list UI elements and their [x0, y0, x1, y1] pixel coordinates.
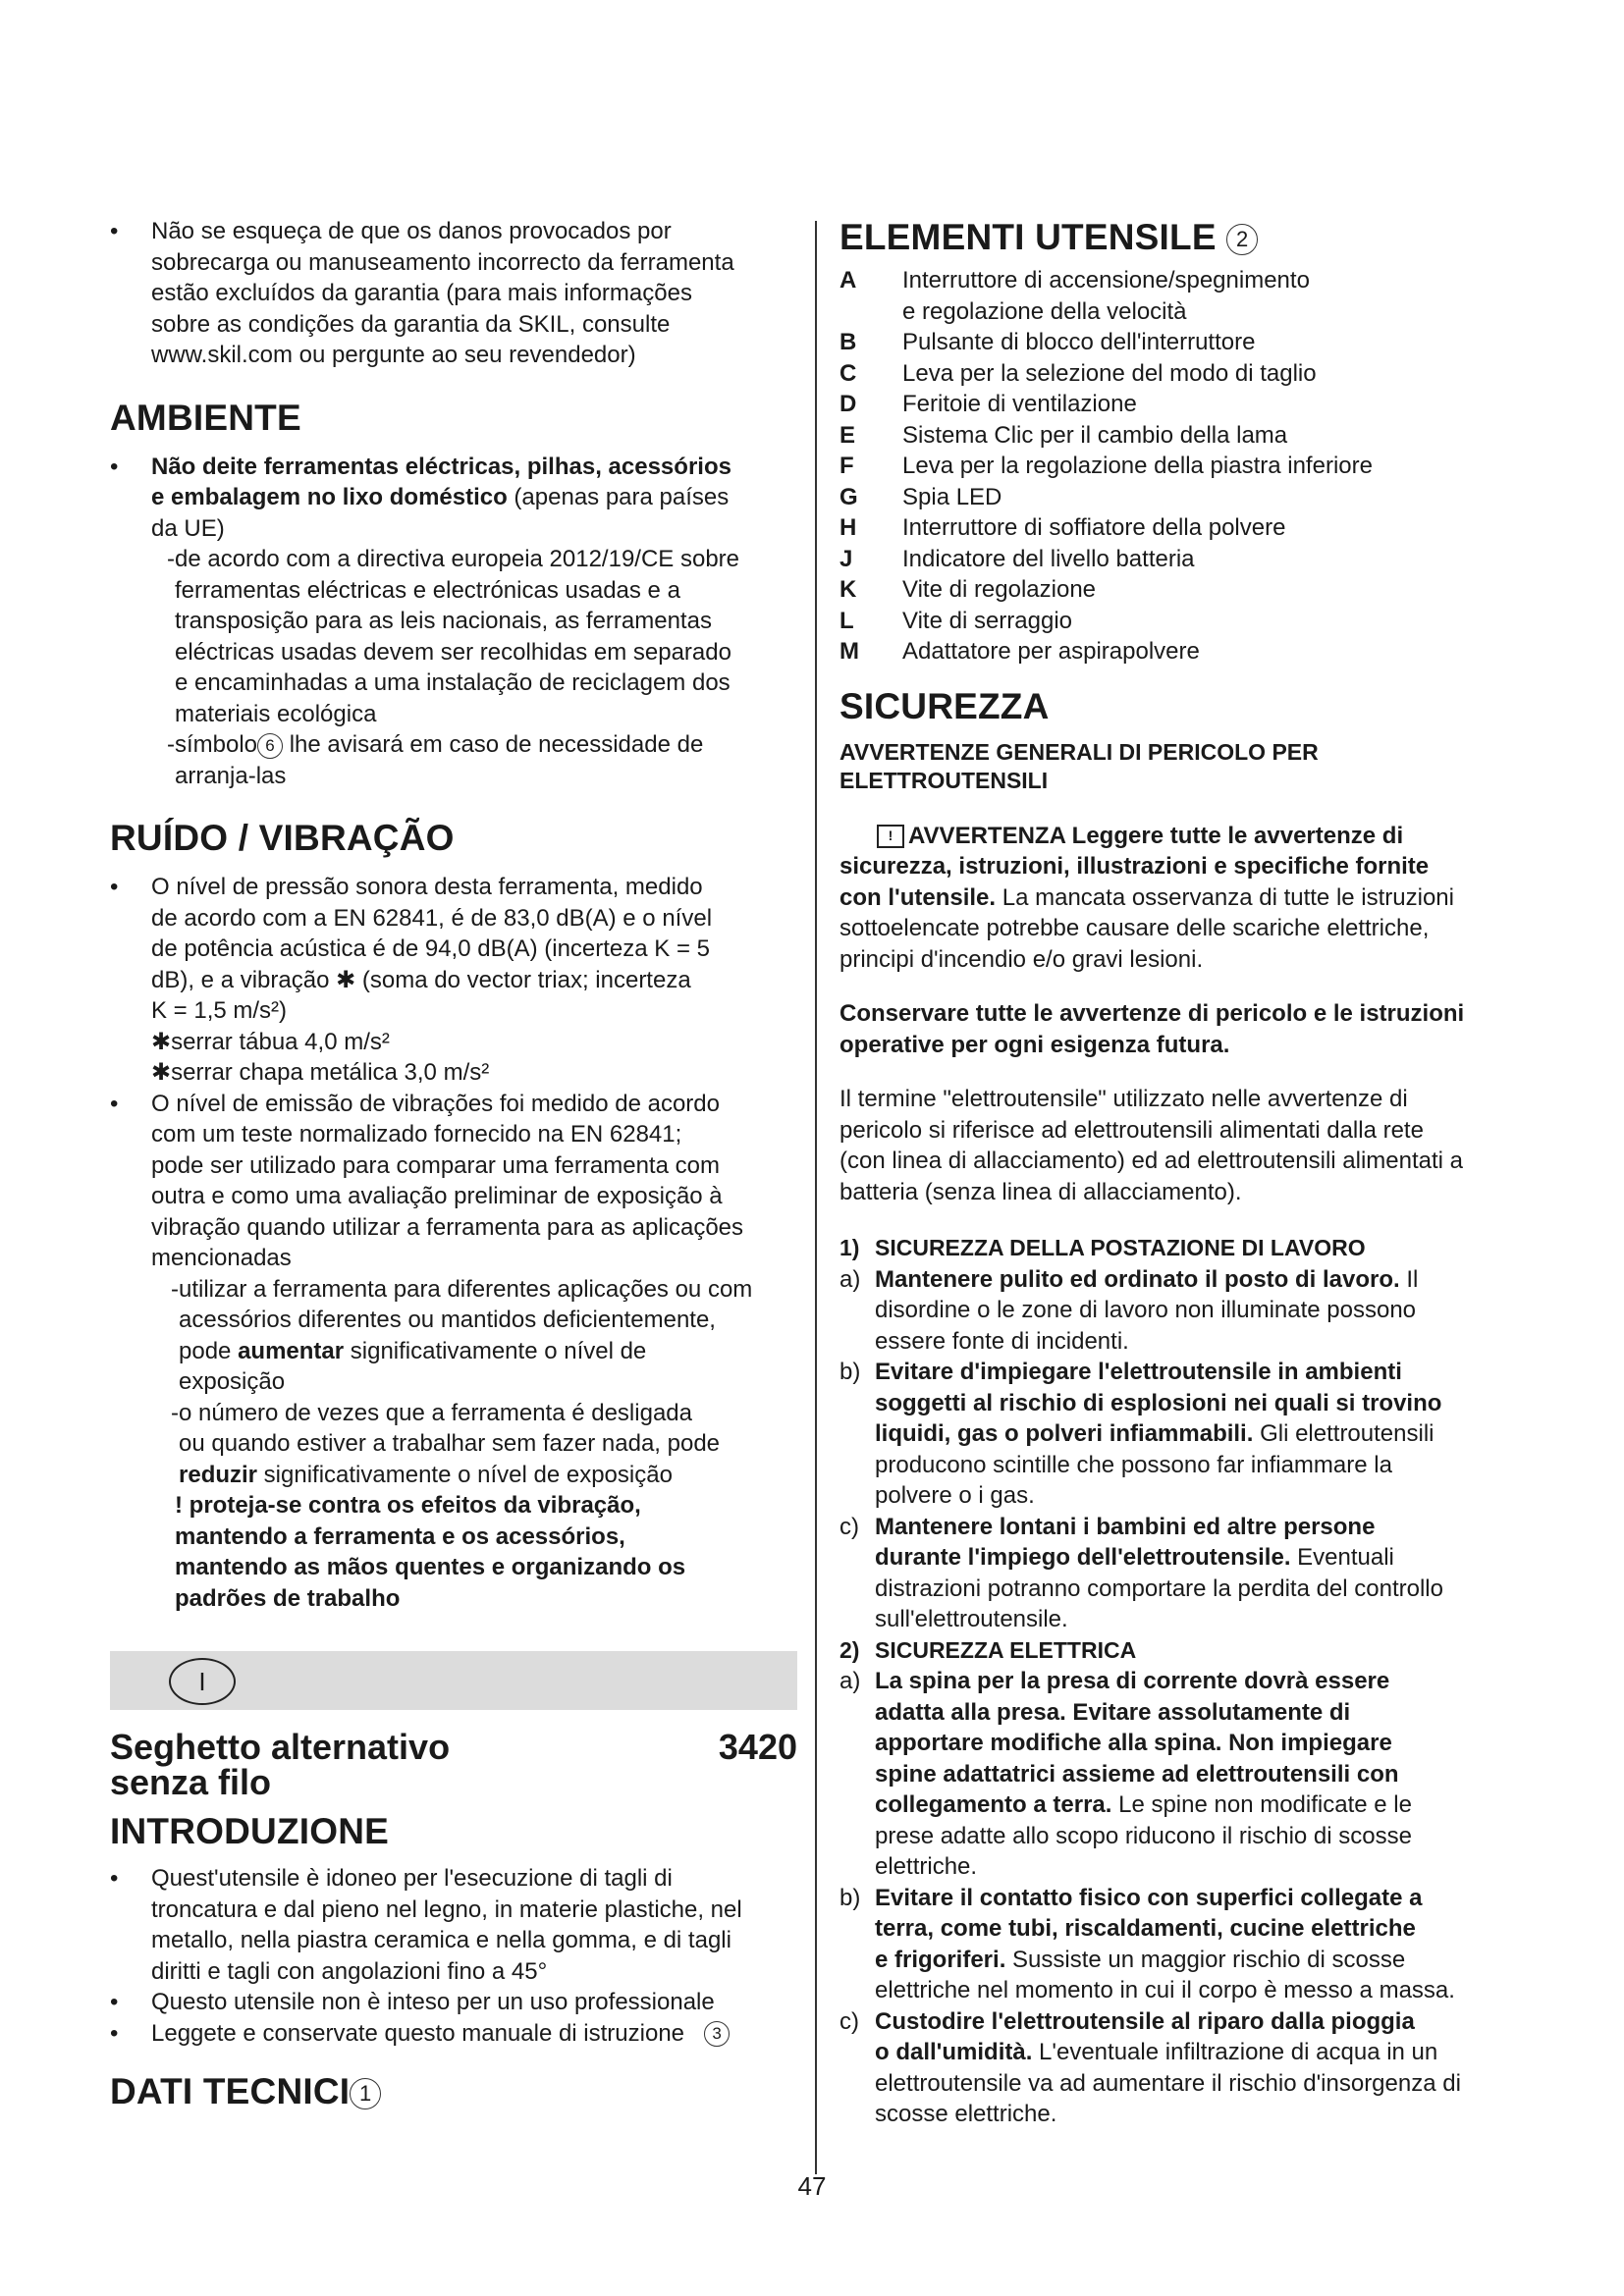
text-line: soggetti al rischio di esplosioni nei quali si trovino: [875, 1389, 1442, 1416]
section-1b: b) Evitare d'impiegare l'elettroutensile in ambienti soggetti al rischio di esplosioni nei quali si trovino liquidi, gas o polveri infiammabili. Gli elettroutensili producono scintille che possono far infiammare la polvere o i gas.: [839, 1357, 1527, 1512]
ruido-sub-2: -o número de vezes que a ferramenta é desligada ou quando estiver a trabalhar sem fazer nada, pode reduzir significativamente o nível de exposição: [171, 1399, 721, 1488]
elementi-label: Leva per la selezione del modo di taglio: [902, 359, 1317, 387]
conservare-paragraph: [839, 998, 1527, 1060]
ruido-warning: [110, 1490, 797, 1614]
right-column: [839, 216, 1527, 2130]
text-line: producono scintille che possono far infiammare la: [875, 1451, 1392, 1478]
ruido-sub-1: -utilizar a ferramenta para diferentes aplicações ou com acessórios diferentes ou mantidos deficientemente, pode aumentar significativamente o nível de exposição: [171, 1275, 753, 1395]
elementi-label: Indicatore del livello batteria: [902, 545, 1195, 572]
left-column: [110, 216, 797, 2113]
text-line: Evitare d'impiegare l'elettroutensile in ambienti: [875, 1359, 1402, 1385]
elementi-key: L: [839, 607, 854, 634]
text-line: materiais ecológica: [175, 700, 377, 727]
text-line: • O nível de emissão de vibrações foi medido de acordo: [151, 1090, 720, 1117]
elementi-item: [839, 574, 1527, 606]
text-line: pode ser utilizado para comparar uma ferramenta com: [151, 1151, 720, 1179]
text-line: • Quest'utensile è idoneo per l'esecuzione di tagli di: [151, 1865, 673, 1892]
elementi-item: [839, 265, 1527, 296]
elementi-key: E: [839, 421, 856, 449]
elementi-key: A: [839, 267, 857, 294]
text-line: disordine o le zone di lavoro non illuminate possono: [875, 1297, 1417, 1323]
text-line: elettriche.: [875, 1853, 978, 1880]
text-line: e encaminhadas a uma instalação de reciclagem dos: [175, 669, 731, 696]
warning-triangle-icon: !: [877, 825, 904, 848]
elementi-item: [839, 358, 1527, 390]
elementi-key: H: [839, 514, 857, 541]
section-1-heading: 1) SICUREZZA DELLA POSTAZIONE DI LAVORO: [839, 1235, 1366, 1260]
elementi-item: [839, 636, 1527, 667]
sicurezza-heading: SICUREZZA: [839, 685, 1050, 726]
text-line: (con linea di allacciamento) ed ad elettroutensili alimentati a: [839, 1148, 1464, 1174]
elementi-key: F: [839, 453, 854, 479]
warranty-bullet: • Não se esqueça de que os danos provocados por sobrecarga ou manuseamento incorrecto da ferramenta estão excluídos da garantia (para mais informações sobre as condições da garantia da SKIL, consulte www.skil.com ou pergunte ao seu revendedor): [110, 216, 797, 371]
text-line: outra e como uma avaliação preliminar de exposição à: [151, 1183, 723, 1209]
text-line: polvere o i gas.: [875, 1482, 1035, 1509]
text-line: scosse elettriche.: [875, 2101, 1057, 2127]
section-2c: c) Custodire l'elettroutensile al riparo dalla pioggia o dall'umidità. L'eventuale infiltrazione di acqua in un elettroutensile va ad aumentare il rischio d'insorgenza di scosse elettriche.: [839, 2006, 1527, 2130]
text-line: troncatura e dal pieno nel legno, in materie plastiche, nel: [151, 1896, 742, 1923]
elementi-key: B: [839, 329, 857, 355]
elementi-label: Leva per la regolazione della piastra inferiore: [902, 453, 1373, 479]
section-1c: c) Mantenere lontani i bambini ed altre persone durante l'impiego dell'elettroutensile. Eventuali distrazioni potranno comportare la perdita del controllo sull'elettroutensile.: [839, 1512, 1527, 1635]
text-line: elettriche nel momento in cui il corpo è messo a massa.: [875, 1977, 1455, 2003]
section-1a: a) Mantenere pulito ed ordinato il posto di lavoro. Il disordine o le zone di lavoro non illuminate possono essere fonte di incidenti.: [839, 1264, 1527, 1358]
elementi-key: K: [839, 576, 857, 603]
text-line: Evitare il contatto fisico con superfici collegate a: [875, 1884, 1423, 1911]
elementi-label: Interruttore di accensione/spegnimento: [902, 267, 1310, 294]
text-line: AVVERTENZE GENERALI DI PERICOLO PER: [839, 738, 1319, 765]
product-title-line2: senza filo: [110, 1762, 272, 1802]
introduzione-heading: INTRODUZIONE: [110, 1811, 390, 1851]
elementi-label: Interruttore di soffiatore della polvere: [902, 514, 1286, 541]
text-line: K = 1,5 m/s²): [151, 997, 288, 1024]
text-line: eléctricas usadas devem ser recolhidas em separado: [175, 638, 731, 666]
elementi-heading: ELEMENTI UTENSILE 2: [839, 216, 1527, 259]
elementi-list: [839, 265, 1527, 667]
text-line: mencionadas: [151, 1245, 292, 1271]
section-2-heading: 2) SICUREZZA ELETTRICA: [839, 1636, 1137, 1663]
text-line: transposição para as leis nacionais, as ferramentas: [175, 608, 712, 634]
ruido-bullet-1: [110, 872, 797, 1027]
page-number: 47: [797, 2171, 827, 2201]
text-line: spine adattatrici assieme ad elettroutensili con: [875, 1760, 1399, 1788]
elementi-label: Feritoie di ventilazione: [902, 391, 1137, 417]
elementi-item: [839, 420, 1527, 452]
text-line: La spina per la presa di corrente dovrà essere: [875, 1668, 1390, 1694]
text-line: sottoelencate potrebbe causare delle scariche elettriche,: [839, 915, 1430, 941]
text-line: sobre as condições da garantia da SKIL, consulte: [151, 310, 671, 338]
text-line: padrões de trabalho: [175, 1584, 401, 1612]
text-line: batteria (senza linea di allacciamento).: [839, 1178, 1242, 1205]
elementi-key: D: [839, 391, 857, 417]
section-2a: a) La spina per la presa di corrente dovrà essere adatta alla presa. Evitare assolutamente di apportare modifiche alla spina. Non impiegare spine adattatrici assieme ad elettroutensili con collegamento a terra. Le spine non modificate e le prese adatte allo scopo riducono il rischio di scosse elettriche.: [839, 1666, 1527, 1883]
text-line: de potência acústica é de 94,0 dB(A) (incerteza K = 5: [151, 935, 711, 962]
ruido-star-values: ✱serrar tábua 4,0 m/s² ✱serrar chapa metálica 3,0 m/s²: [151, 1028, 490, 1086]
text-line: Il termine "elettroutensile" utilizzato nelle avvertenze di: [839, 1086, 1408, 1112]
language-band: [110, 1651, 797, 1710]
text-line: elettroutensile va ad aumentare il rischio d'insorgenza di: [875, 2069, 1461, 2097]
symbol-6-icon: 6: [257, 733, 283, 759]
text-line: ! proteja-se contra os efeitos da vibração,: [175, 1492, 641, 1519]
intro-bullet-2: • Questo utensile non è inteso per un uso professionale: [110, 1987, 797, 2018]
language-marker: I: [169, 1658, 236, 1705]
text-line: apportare modifiche alla spina. Non impiegare: [875, 1730, 1392, 1756]
ambiente-sub-1: [110, 544, 797, 729]
text-line: adatta alla presa. Evitare assolutamente di: [875, 1698, 1351, 1726]
ambiente-heading: AMBIENTE: [110, 397, 301, 438]
text-line: Conservare tutte le avvertenze di pericolo e le istruzioni: [839, 1000, 1465, 1027]
elementi-item: [839, 327, 1527, 358]
intro-bullet-1: [110, 1863, 797, 1987]
avvertenze-generali-heading: [839, 738, 1527, 795]
elementi-label: Vite di serraggio: [902, 607, 1072, 634]
text-line: pericolo si riferisce ad elettroutensili alimentati dalla rete: [839, 1116, 1424, 1144]
symbol-3-icon: 3: [704, 2021, 730, 2047]
elementi-label: Adattatore per aspirapolvere: [902, 638, 1200, 665]
text-line: sobrecarga ou manuseamento incorrecto da ferramenta: [151, 248, 734, 276]
intro-bullet-3: • Leggete e conservate questo manuale di istruzione 3: [110, 2018, 797, 2050]
avvertenza-paragraph: ! AVVERTENZA Leggere tutte le avvertenze di sicurezza, istruzioni, illustrazioni e specifiche fornite con l'utensile. La mancata osservanza di tutte le istruzioni sottoelencate potrebbe causare delle scariche elettriche, principi d'incendio e/o gravi lesioni.: [839, 821, 1527, 976]
dati-tecnici-heading: DATI TECNICI 1: [110, 2070, 797, 2113]
elementi-key: J: [839, 545, 853, 572]
ambiente-sub-2: -símbolo 6 lhe avisará em caso de necessidade de arranja-las: [167, 731, 704, 789]
text-line: dB), e a vibração ✱ (soma do vector triax; incerteza: [151, 966, 691, 993]
symbol-1-icon: 1: [350, 2078, 381, 2109]
text-line: operative per ogni esigenza futura.: [839, 1031, 1230, 1058]
elementi-item: [839, 544, 1527, 575]
text-line: essere fonte di incidenti.: [875, 1327, 1129, 1355]
elementi-key: [839, 296, 902, 328]
section-2b: b) Evitare il contatto fisico con superfici collegate a terra, come tubi, riscaldamenti, cucine elettriche e frigoriferi. Sussiste un maggior rischio di scosse elettriche nel momento in cui il corpo è messo a massa.: [839, 1883, 1527, 2006]
elementi-label: Vite di regolazione: [902, 576, 1097, 603]
text-line: de acordo com a EN 62841, é de 83,0 dB(A) e o nível: [151, 904, 713, 932]
ruido-bullet-2: [110, 1089, 797, 1274]
elementi-label: Spia LED: [902, 483, 1002, 510]
elementi-item: [839, 482, 1527, 513]
elementi-item: [839, 296, 1527, 328]
text-line: terra, come tubi, riscaldamenti, cucine elettriche: [875, 1915, 1416, 1942]
ruido-heading: RUÍDO / VIBRAÇÃO: [110, 818, 455, 858]
elementi-item: [839, 451, 1527, 482]
text-line: distrazioni potranno comportare la perdita del controllo: [875, 1575, 1443, 1602]
elementi-label: Pulsante di blocco dell'interruttore: [902, 329, 1256, 355]
elementi-key: M: [839, 638, 859, 665]
text-line: metallo, nella piastra ceramica e nella gomma, e di tagli: [151, 1927, 731, 1953]
elementi-item: [839, 606, 1527, 637]
column-divider: [815, 221, 817, 2174]
text-line: ELETTROUTENSILI: [839, 767, 1049, 793]
text-line: mantendo a ferramenta e os acessórios,: [175, 1522, 625, 1550]
text-line: estão excluídos da garantia (para mais informações: [151, 280, 692, 306]
termine-paragraph: [839, 1084, 1527, 1207]
elementi-item: [839, 389, 1527, 420]
text-line: vibração quando utilizar a ferramenta para as aplicações: [151, 1213, 744, 1241]
text-line: mantendo as mãos quentes e organizando os: [175, 1554, 686, 1580]
product-title-line1: Seghetto alternativo: [110, 1727, 451, 1767]
elementi-label: e regolazione della velocità: [902, 297, 1187, 325]
text-line: principi d'incendio e/o gravi lesioni.: [839, 945, 1204, 973]
text-line: sull'elettroutensile.: [875, 1606, 1068, 1632]
product-code: 3420: [718, 1727, 797, 1767]
elementi-key: G: [839, 483, 858, 510]
text-line: com um teste normalizado fornecido na EN 62841;: [151, 1121, 682, 1148]
text-line: www.skil.com ou pergunte ao seu revendedor): [151, 342, 636, 368]
text-line: -de acordo com a directiva europeia 2012/19/CE sobre: [167, 546, 740, 572]
elementi-item: [839, 512, 1527, 544]
text-line: ferramentas eléctricas e electrónicas usadas e a: [175, 576, 680, 604]
symbol-2-icon: 2: [1226, 224, 1258, 255]
elementi-key: C: [839, 359, 857, 387]
text-line: • O nível de pressão sonora desta ferramenta, medido: [151, 874, 703, 900]
text-line: diritti e tagli con angolazioni fino a 45°: [151, 1957, 548, 1985]
text-line: prese adatte allo scopo riducono il rischio di scosse: [875, 1822, 1412, 1849]
ambiente-bullet: • Não deite ferramentas eléctricas, pilhas, acessórios e embalagem no lixo doméstico (apenas para países da UE): [110, 452, 797, 545]
product-title: [110, 1727, 797, 1802]
elementi-label: Sistema Clic per il cambio della lama: [902, 421, 1288, 449]
